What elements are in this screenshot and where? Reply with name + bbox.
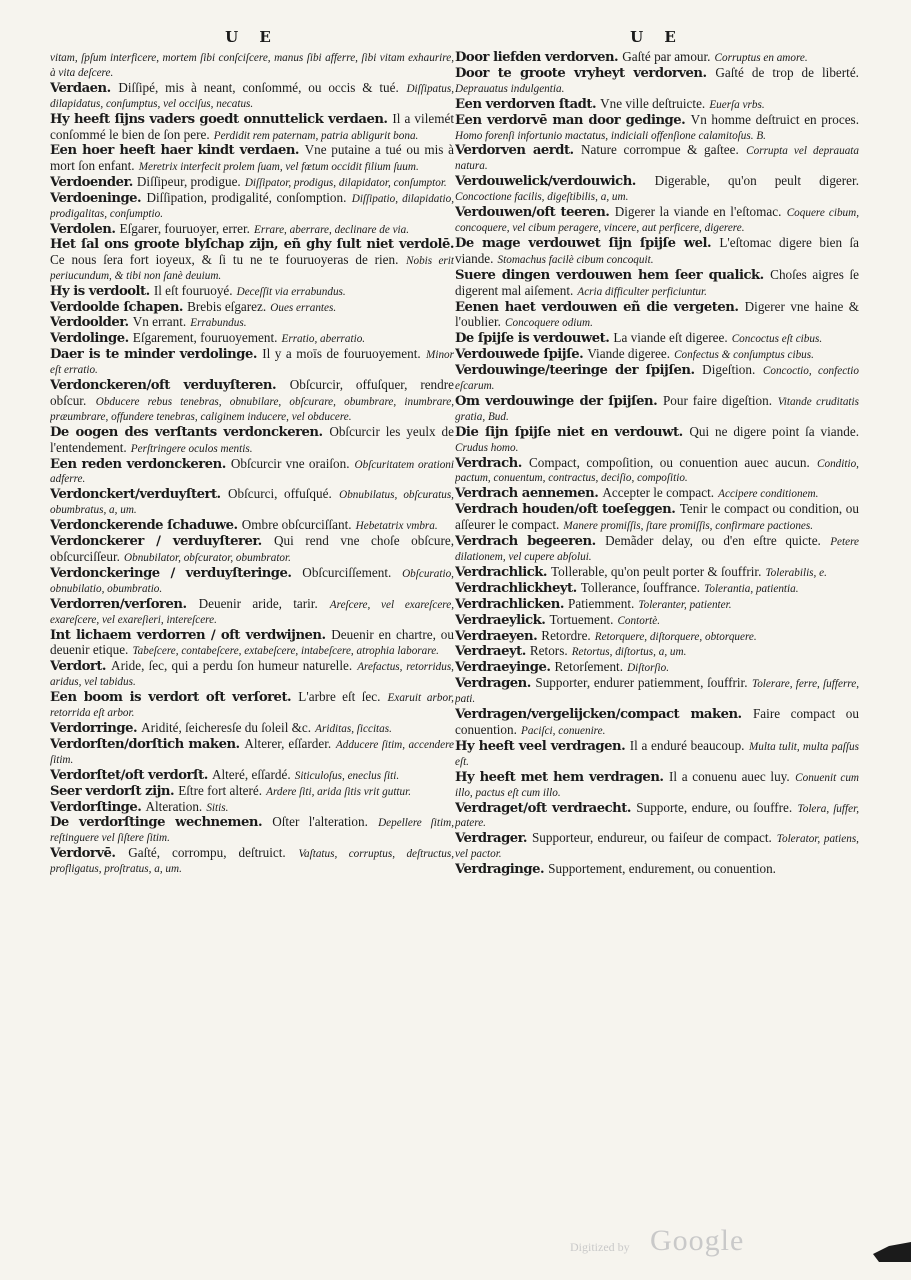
- dictionary-entry: [50, 378, 454, 425]
- latin-gloss: Tolerare, ferre, ſufferre, pati.: [455, 678, 859, 706]
- french-gloss: Supportement, endurement, ou conuention.: [548, 862, 776, 877]
- headword: Verdrach.: [455, 455, 522, 471]
- dictionary-entry: [50, 721, 454, 737]
- headword: Verdoolde ſchapen.: [50, 299, 184, 315]
- headword: Een hoer heeft haer kindt verdaen.: [50, 143, 300, 159]
- latin-gloss: Erratio, aberratio.: [281, 333, 366, 346]
- running-head-right: U E: [630, 28, 684, 46]
- headword: Verdorſtet/oft verdorſt.: [50, 767, 208, 783]
- french-gloss: Viande digeree.: [587, 347, 671, 362]
- dictionary-entry: [455, 770, 859, 801]
- headword: Verdorſten/dorſtich maken.: [50, 736, 240, 752]
- dictionary-entry: [455, 676, 859, 707]
- headword: Een reden verdonckeren.: [50, 456, 226, 472]
- french-gloss: Gaſté par amour.: [622, 50, 711, 64]
- dictionary-entry: [50, 238, 454, 284]
- headword: Verdraginge.: [455, 862, 545, 878]
- french-gloss: Gaſté, corrompu, deſtruict.: [128, 846, 286, 861]
- dictionary-entry: [50, 784, 454, 800]
- headword: Int lichaem verdorren / oft verdwijnen.: [50, 627, 326, 643]
- french-gloss: Obſcurciſſement.: [302, 565, 392, 580]
- dictionary-entry: [50, 112, 454, 144]
- latin-gloss: Diſtorſio.: [627, 662, 670, 675]
- french-gloss: Tortuement.: [549, 612, 614, 627]
- headword: Verdonckert/verduyſtert.: [50, 487, 221, 503]
- french-gloss: Deuenir en chartre, ou deuenir etique.: [50, 627, 454, 658]
- headword: Verdraeyen.: [455, 628, 538, 644]
- french-gloss: Il eſt fouruoyé.: [153, 283, 233, 298]
- dictionary-entry: [50, 300, 454, 316]
- right-column: [455, 28, 859, 878]
- dictionary-entry: [50, 534, 454, 566]
- french-gloss: Diſſipation, prodigalité, conſomption.: [146, 191, 347, 206]
- dictionary-entry: [455, 174, 859, 205]
- french-gloss: Obſcurcir les yeulx de l'entendement.: [50, 424, 454, 455]
- latin-gloss: Concoctus eſt cibus.: [731, 333, 823, 346]
- latin-gloss: Errabundus.: [190, 317, 247, 330]
- dictionary-entry: [455, 581, 859, 597]
- dictionary-entry: [50, 331, 454, 347]
- dictionary-entry: [455, 97, 859, 113]
- dictionary-entry: [50, 191, 454, 222]
- french-gloss: Retordre.: [541, 628, 591, 643]
- headword: Verdragen.: [455, 676, 531, 692]
- latin-gloss: Obnubilatus, obſcuratus, obumbratus, a, um.: [50, 489, 454, 517]
- headword: Suere dingen verdouwen hem ſeer qualick.: [455, 267, 764, 283]
- french-gloss: Ombre obſcurciſſant.: [241, 518, 352, 533]
- french-gloss: Obſcurci, offuſqué.: [228, 487, 332, 502]
- dictionary-entry: [455, 565, 859, 581]
- latin-gloss: Deprauatus indulgentia.: [455, 82, 565, 95]
- headword: Verdouwinge/teeringe der ſpijſen.: [455, 363, 695, 379]
- headword: Verdoender.: [50, 175, 133, 191]
- headword: Verdonckeringe / verduyſteringe.: [50, 565, 292, 581]
- french-gloss: La viande eſt digeree.: [613, 331, 728, 346]
- french-gloss: Eſgarer, fouruoyer, errer.: [119, 221, 250, 236]
- latin-gloss: Obſcuritatem orationi adferre.: [50, 458, 454, 486]
- dictionary-entry: [455, 862, 859, 878]
- latin-gloss: Siticuloſus, eneclus ſiti.: [294, 769, 400, 782]
- french-gloss: Diſſipeur, prodigue.: [136, 175, 241, 190]
- french-gloss: Tollerance, ſouffrance.: [580, 580, 701, 595]
- latin-gloss: Deceſſit via errabundus.: [236, 285, 346, 298]
- dictionary-entry: [455, 486, 859, 502]
- right-entries: [455, 50, 859, 878]
- latin-gloss: vitam, ſpſum interficere, mortem ſibi conſciſcere, manus ſibi afferre, ſibi vitam exhaurire, à vita deſcere.: [50, 52, 454, 79]
- latin-gloss: Tabeſcere, contabeſcere, extabeſcere, intabeſcere, atrophia laborare.: [132, 645, 439, 658]
- latin-gloss: Sitis.: [206, 801, 229, 814]
- latin-gloss: Confectus & conſumptus cibus.: [674, 349, 814, 362]
- latin-gloss: Nobis erit periucundum, & tibi non ſanè deuium.: [50, 254, 454, 282]
- dictionary-entry: [455, 268, 859, 300]
- dictionary-entry: [50, 597, 454, 628]
- watermark-prefix: Digitized by: [570, 1240, 630, 1254]
- dictionary-entry: [455, 50, 859, 66]
- french-gloss: Obſcurcir vne oraiſon.: [230, 456, 350, 471]
- running-head-left: U E: [225, 28, 279, 46]
- french-gloss: Compact, compoſition, ou conuention auec aucun.: [528, 455, 810, 470]
- headword: Verdorren/verſoren.: [50, 596, 187, 612]
- dictionary-entry: [455, 113, 859, 144]
- latin-gloss: Obſcuratio, obnubilatio, obumbratio.: [50, 567, 454, 595]
- headword: De verdorſtinge wechnemen.: [50, 815, 263, 831]
- latin-gloss: Meretrix interfecit prolem ſuam, vel fœtum occidit filium ſuum.: [138, 161, 419, 174]
- dictionary-entry: [455, 801, 859, 832]
- headword: Om verdouwinge der ſpijſen.: [455, 393, 658, 409]
- french-gloss: Alteré, eſſardé.: [211, 767, 291, 782]
- dictionary-entry: [50, 425, 454, 457]
- dictionary-entry: [50, 457, 454, 488]
- headword: Verdonckeren/oft verduyſteren.: [50, 378, 277, 394]
- headword: Verdrach aennemen.: [455, 486, 599, 502]
- french-gloss: Digerable, qu'on peult digerer.: [654, 174, 859, 189]
- dictionary-entry: [455, 534, 859, 565]
- latin-gloss: Crudus homo.: [455, 441, 519, 454]
- headword: Hy heeft veel verdragen.: [455, 738, 626, 754]
- headword: Door te groote vryheyt verdorven.: [455, 65, 707, 81]
- dictionary-entry: [455, 347, 859, 363]
- latin-gloss: Diſſipator, prodigus, dilapidator, conſumptor.: [244, 177, 447, 190]
- headword: Een verdorvē man door gedinge.: [455, 112, 686, 128]
- french-gloss: Tenir le compact ou condition, ou aſſeurer le compact.: [455, 502, 859, 533]
- french-gloss: Il y a moīs de fouruoyement.: [262, 347, 421, 362]
- latin-gloss: Concoctione facilis, digeſtibilis, a, um.: [455, 191, 629, 204]
- dictionary-entry: [455, 236, 859, 268]
- latin-gloss: Exaruit arbor, retorrida eſt arbor.: [50, 692, 454, 720]
- dictionary-entry: [50, 518, 454, 534]
- french-gloss: Retorſement.: [554, 660, 623, 675]
- watermark-brand: Google: [650, 1224, 745, 1257]
- latin-gloss: Concoctio, confectio eſcarum.: [455, 365, 859, 393]
- headword: Verdonckerende ſchaduwe.: [50, 518, 238, 534]
- french-gloss: Qui ne digere point ſa viande.: [689, 424, 859, 439]
- dictionary-entry: [50, 690, 454, 721]
- headword: Verdoeninge.: [50, 191, 142, 207]
- french-gloss: Gaſté de trop de liberté.: [715, 65, 859, 80]
- headword: Verdonckerer / verduyſterer.: [50, 534, 262, 550]
- headword: Verdorringe.: [50, 720, 138, 736]
- french-gloss: Nature corrompue & gaſtee.: [581, 143, 739, 158]
- french-gloss: Il a conuenu auec luy.: [668, 769, 790, 784]
- dictionary-entry: [455, 707, 859, 739]
- french-gloss: Supporte, endure, ou ſouffre.: [636, 800, 793, 815]
- french-gloss: Diſſipé, mis à neant, conſommé, ou occis & tué.: [118, 80, 399, 95]
- french-gloss: Vn errant.: [132, 315, 187, 330]
- french-gloss: Digerer vne haine & l'oublier.: [455, 299, 859, 330]
- latin-gloss: Ariditas, ſiccitas.: [315, 722, 392, 735]
- headword: Een verdorven ſtadt.: [455, 96, 597, 112]
- latin-gloss: Corruptus en amore.: [714, 52, 808, 64]
- dictionary-entry: [50, 284, 454, 300]
- latin-gloss: Multa tulit, multa paſſus eſt.: [455, 740, 859, 768]
- headword: Verdrager.: [455, 831, 528, 847]
- french-gloss: Supporter, endurer patiemment, ſouffrir.: [535, 676, 748, 691]
- headword: De mage verdouwet ſijn ſpijſe wel.: [455, 235, 712, 251]
- latin-gloss: Vaſtatus, corruptus, deſtructus, profligatus, proſtratus, a, um.: [50, 848, 454, 876]
- headword: Eenen haet verdouwen eñ die vergeten.: [455, 299, 739, 315]
- french-gloss: Accepter le compact.: [602, 486, 715, 501]
- french-gloss: Vn homme deſtruict en proces.: [690, 112, 859, 127]
- headword: Verdrachlick.: [455, 564, 547, 580]
- french-gloss: Ce nous ſera fort ioyeux, & ſi tu ne te fouruoyeras de rien.: [50, 251, 399, 267]
- latin-gloss: Obnubilator, obſcurator, obumbrator.: [124, 552, 291, 564]
- french-gloss: Aridité, ſeicheresſe du ſoleil &c.: [141, 720, 312, 735]
- french-gloss: L'eſtomac digere bien ſa viande.: [455, 235, 859, 266]
- headword: Verdorſtinge.: [50, 799, 142, 815]
- dictionary-entry: [455, 363, 859, 394]
- latin-gloss: Perſtringere oculos mentis.: [130, 442, 253, 455]
- headword: Verdrach begeeren.: [455, 534, 596, 550]
- dictionary-entry: [455, 644, 859, 660]
- headword: Verdouwede ſpijſe.: [455, 347, 584, 363]
- latin-gloss: Depellere ſitim, reſtinguere vel ſiſtere ſitim.: [50, 817, 454, 845]
- latin-gloss: Contortè.: [617, 614, 661, 627]
- dictionary-entry: [50, 659, 454, 690]
- latin-gloss: Tolerator, patiens, vel pactor.: [455, 833, 859, 861]
- headword: Verdort.: [50, 659, 107, 675]
- digitized-watermark: [570, 1226, 770, 1260]
- dictionary-entry: [50, 143, 454, 175]
- headword: Hy heeft ſijns vaders goedt onnuttelick verdaen.: [50, 111, 388, 127]
- latin-gloss: Stomachus facilè cibum concoquit.: [497, 253, 654, 266]
- latin-gloss: Accipere conditionem.: [718, 488, 819, 501]
- dictionary-entry: [50, 487, 454, 518]
- left-entries: [50, 50, 454, 877]
- french-gloss: L'arbre eſt ſec.: [298, 690, 381, 705]
- latin-gloss: Tolerabilis, e.: [765, 566, 827, 579]
- dictionary-entry: [50, 50, 454, 81]
- latin-gloss: Areſcere, vel exareſcere, exareſcere, vel exareſieri, intereſcere.: [50, 598, 454, 626]
- french-gloss: Choſes aigres ſe digerent mal aiſement.: [455, 267, 859, 298]
- dictionary-entry: [455, 660, 859, 676]
- latin-gloss: Oues errantes.: [270, 301, 337, 314]
- dictionary-entry: [455, 831, 859, 862]
- dictionary-entry: [50, 737, 454, 768]
- headword: Verdraeylick.: [455, 612, 546, 628]
- dictionary-entry: [50, 175, 454, 191]
- latin-gloss: Toleranter, patienter.: [638, 598, 732, 611]
- french-gloss: Retors.: [529, 644, 568, 659]
- headword: Verdouwen/oft teeren.: [455, 205, 610, 221]
- dictionary-entry: [455, 739, 859, 770]
- latin-gloss: Petere dilationem, vel cupere abſolui.: [455, 536, 859, 563]
- latin-gloss: Retortus, diſtortus, a, um.: [571, 646, 687, 659]
- headword: Hy is verdoolt.: [50, 283, 150, 299]
- headword: De oogen des verſtants verdonckeren.: [50, 424, 323, 440]
- headword: Verdaen.: [50, 80, 111, 96]
- headword: Verdouwelick/verdouwich.: [455, 174, 636, 190]
- dictionary-entry: [50, 628, 454, 660]
- headword: Verdoolder.: [50, 315, 129, 331]
- dictionary-entry: [50, 768, 454, 784]
- dictionary-entry: [50, 815, 454, 846]
- dictionary-entry: [455, 205, 859, 236]
- latin-gloss: Coquere cibum, concoquere, vel cibum peragere, vincere, aut perficere, digerere.: [455, 207, 859, 234]
- french-gloss: Obſcurcir, offuſquer, rendre obſcur.: [50, 378, 454, 408]
- headword: Het ſal ons groote blyſchap zijn, eñ ghy ſult niet verdolē.: [50, 237, 454, 252]
- french-gloss: Oſter l'alteration.: [272, 815, 368, 830]
- headword: Hy heeft met hem verdragen.: [455, 769, 664, 785]
- french-gloss: Il a enduré beaucoup.: [629, 738, 745, 753]
- latin-gloss: Tolera, ſuffer, patere.: [455, 802, 859, 830]
- dictionary-entry: [455, 143, 859, 174]
- headword: Verdraget/oft verdraecht.: [455, 800, 631, 816]
- headword: Verdolinge.: [50, 331, 129, 347]
- latin-gloss: Diſſipatio, dilapidatio, prodigalitas, conſumptio.: [50, 193, 454, 221]
- latin-gloss: Euerſa vrbs.: [709, 98, 765, 111]
- dictionary-entry: [455, 502, 859, 534]
- latin-gloss: Homo forenſi infortunio mactatus, indiciali offenſione calamitoſus. B.: [455, 129, 766, 142]
- latin-gloss: Ardere ſiti, arida ſitis vrit guttur.: [266, 785, 412, 798]
- page-edge-mark: [871, 1240, 911, 1262]
- headword: Verdraeyt.: [455, 644, 526, 660]
- latin-gloss: Corrupta vel deprauata natura.: [455, 145, 859, 173]
- latin-gloss: Errare, aberrare, declinare de via.: [254, 223, 410, 236]
- headword: Door liefden verdorven.: [455, 50, 619, 65]
- french-gloss: Il a vilemét conſommé le bien de ſon pere.: [50, 111, 454, 142]
- french-gloss: Brebis eſgarez.: [187, 299, 267, 314]
- latin-gloss: Retorquere, diſtorquere, obtorquere.: [594, 630, 757, 643]
- headword: Verdorven aerdt.: [455, 143, 574, 159]
- french-gloss: Digeſtion.: [702, 363, 756, 378]
- french-gloss: Vne ville deſtruicte.: [600, 96, 706, 111]
- dictionary-entry: [455, 394, 859, 425]
- dictionary-entry: [455, 456, 859, 487]
- french-gloss: Alterer, eſſarder.: [244, 736, 332, 751]
- french-gloss: Faire compact ou conuention.: [455, 707, 859, 737]
- latin-gloss: Adducere ſitim, accendere ſitim.: [50, 738, 454, 766]
- french-gloss: Qui rend vne choſe obſcure, obſcurciſſeur.: [50, 534, 454, 564]
- dictionary-entry: [50, 347, 454, 378]
- headword: Verdrachlickheyt.: [455, 580, 577, 596]
- left-column: [50, 28, 454, 877]
- french-gloss: Pour faire digeſtion.: [662, 393, 773, 408]
- headword: Verdrach houden/oft toeſeggen.: [455, 502, 676, 518]
- latin-gloss: Acria difficulter perficiuntur.: [577, 285, 707, 298]
- dictionary-entry: [455, 66, 859, 97]
- headword: Verdrachlicken.: [455, 596, 564, 612]
- latin-gloss: Diſſipatus, dilapidatus, conſumptus, vel occiſus, necatus.: [50, 82, 454, 110]
- latin-gloss: Concoquere odium.: [505, 317, 593, 330]
- latin-gloss: Hebetatrix vmbra.: [355, 520, 438, 533]
- french-gloss: Vne putaine a tué ou mis à mort ſon enfant.: [50, 143, 454, 174]
- dictionary-entry: [50, 846, 454, 877]
- headword: Verdolen.: [50, 221, 116, 237]
- headword: Verdraeyinge.: [455, 660, 551, 676]
- latin-gloss: Vitande cruditatis gratia, Bud.: [455, 395, 859, 423]
- headword: Daer is te minder verdolinge.: [50, 347, 257, 363]
- dictionary-entry: [455, 613, 859, 629]
- dictionary-entry: [50, 315, 454, 331]
- dictionary-entry: [50, 800, 454, 816]
- french-gloss: Eſtre fort alteré.: [178, 783, 263, 798]
- french-gloss: Alteration.: [145, 799, 203, 814]
- dictionary-entry: [50, 222, 454, 238]
- latin-gloss: Obducere rebus tenebras, obnubilare, obſcurare, obumbrare, inumbrare, præumbrare, offundere tenebras, caliginem inducere, vel obducere.: [50, 395, 454, 423]
- headword: Verdragen/vergelijcken/compact maken.: [455, 707, 742, 723]
- headword: Die ſijn ſpijſe niet en verdouwt.: [455, 424, 683, 440]
- dictionary-entry: [455, 300, 859, 332]
- french-gloss: Aride, ſec, qui a perdu ſon humeur naturelle.: [111, 659, 353, 674]
- french-gloss: Patiemment.: [568, 596, 635, 611]
- headword: Een boom is verdort oft verſoret.: [50, 690, 292, 706]
- latin-gloss: Minor eſt erratio.: [50, 349, 454, 377]
- latin-gloss: Paciſci, conuenire.: [520, 724, 606, 737]
- dictionary-entry: [50, 566, 454, 597]
- dictionary-entry: [455, 425, 859, 456]
- latin-gloss: Conditio, pactum, conuentum, contractus, deciſio, compoſitio.: [455, 457, 859, 485]
- dictionary-entry: [455, 597, 859, 613]
- dictionary-entry: [455, 629, 859, 645]
- headword: Verdorvē.: [50, 846, 116, 862]
- french-gloss: Tollerable, qu'on peult porter & ſouffrir.: [551, 564, 762, 579]
- latin-gloss: Perdidit rem paternam, patria abligurit bona.: [213, 129, 419, 142]
- latin-gloss: Tolerantia, patientia.: [704, 582, 799, 595]
- latin-gloss: Manere promiſſis, ſtare promiſſis, confirmare pactiones.: [563, 520, 814, 533]
- french-gloss: Eſgarement, fouruoyement.: [132, 331, 278, 346]
- french-gloss: Demãder delay, ou d'en eſtre quicte.: [605, 534, 821, 549]
- dictionary-entry: [50, 81, 454, 112]
- latin-gloss: Conuenit cum illo, pactus eſt cum illo.: [455, 771, 859, 799]
- french-gloss: Supporteur, endureur, ou faiſeur de compact.: [531, 831, 772, 846]
- latin-gloss: Arefactus, retorridus, aridus, vel tabidus.: [50, 661, 454, 689]
- french-gloss: Digerer la viande en l'eſtomac.: [614, 205, 782, 220]
- french-gloss: Deuenir aride, tarir.: [198, 596, 318, 611]
- headword: De ſpijſe is verdouwet.: [455, 331, 610, 347]
- headword: Seer verdorſt zijn.: [50, 783, 175, 799]
- dictionary-entry: [455, 331, 859, 347]
